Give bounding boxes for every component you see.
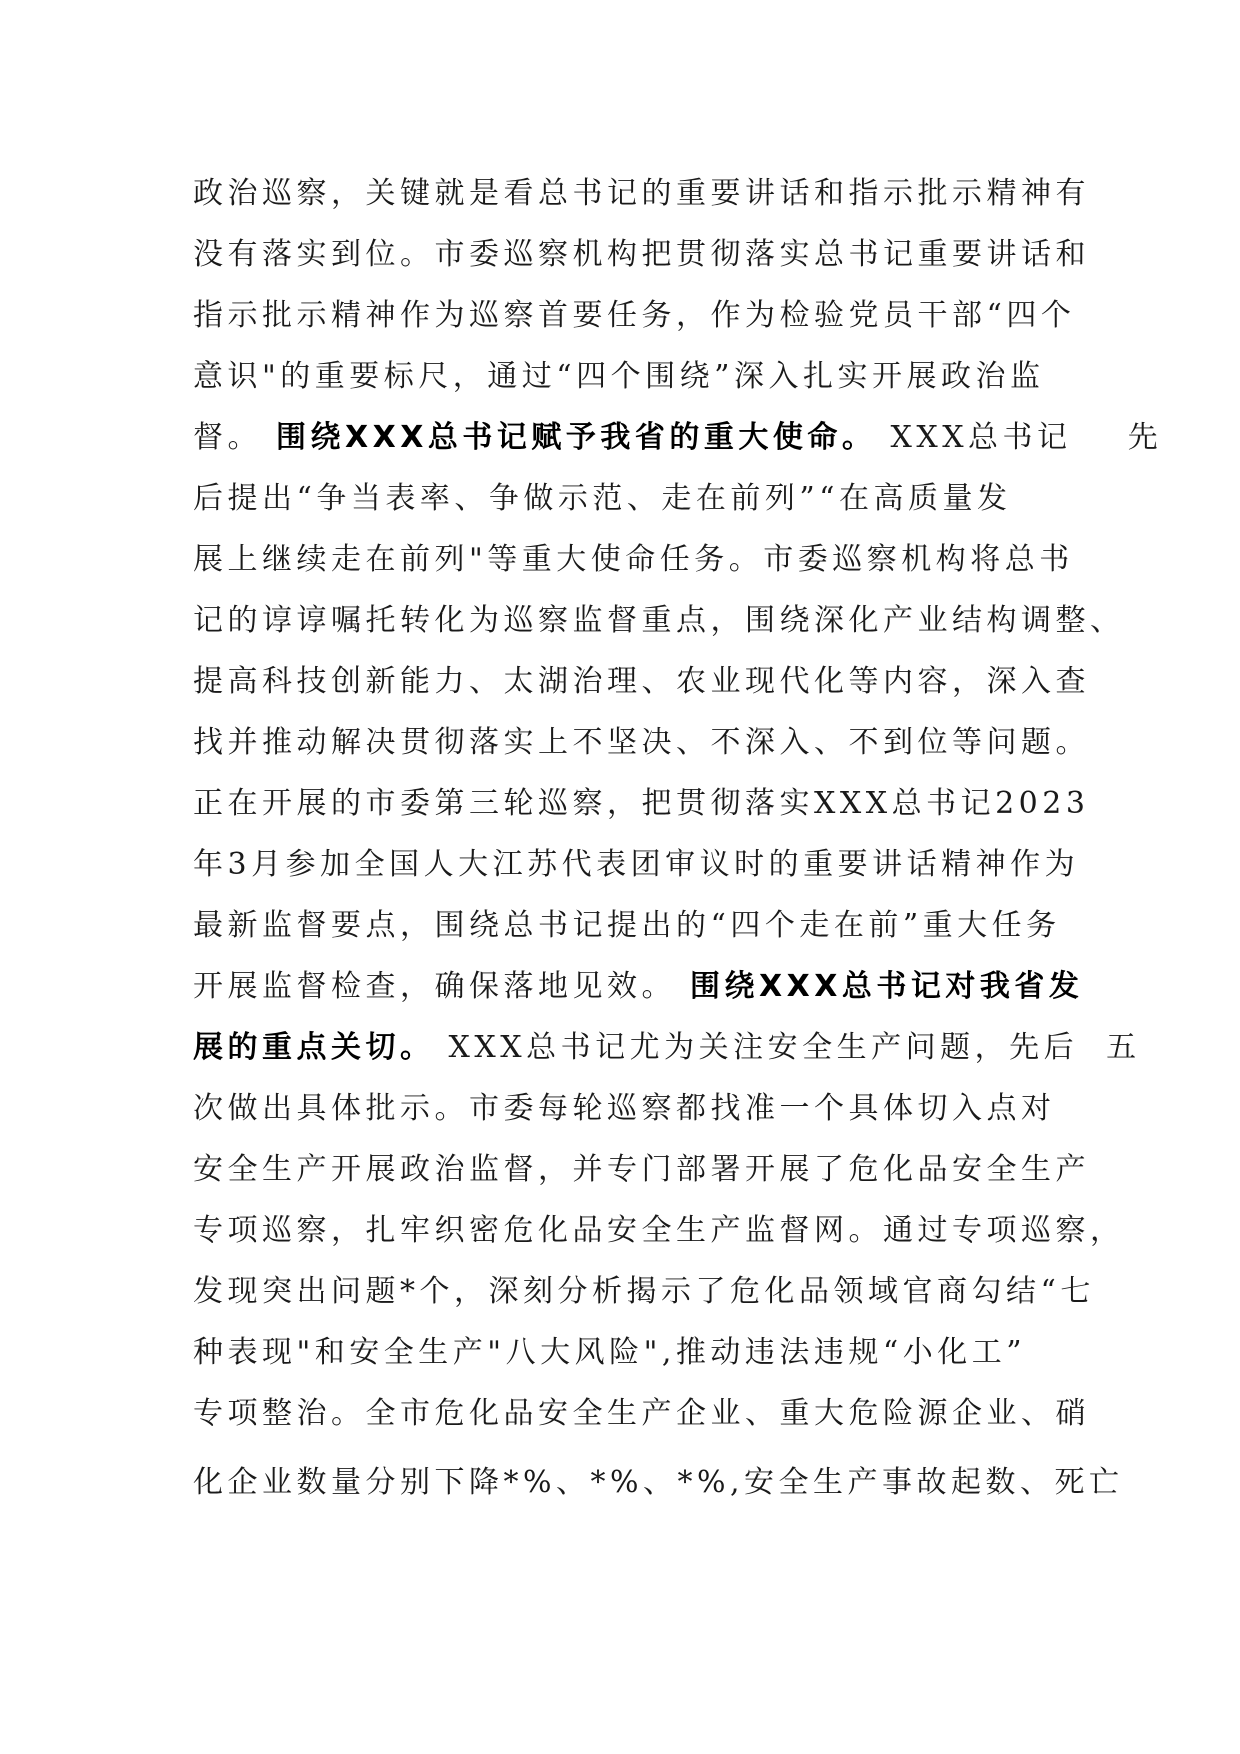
body-text-segment: 最新监督要点，围绕总书记提出的“四个走在前”重大任务: [193, 908, 1061, 943]
body-text-segment: 记的谆谆嘱托转化为巡察监督重点，围绕深化产业结构调整、: [193, 603, 1125, 638]
paragraph-line: [193, 1078, 1093, 1139]
paragraph-line: [193, 224, 1093, 285]
body-text-segment: 正在开展的市委第三轮巡察，把贯彻落实XXX总书记2023: [193, 786, 1090, 821]
paragraph-line: [193, 1322, 1093, 1383]
bold-heading-text: 展的重点关切。: [193, 1030, 435, 1065]
paragraph-line: [193, 285, 1093, 346]
paragraph-line: [193, 529, 1093, 590]
body-text-segment: 种表现"和安全生产"八大风险",推动违法违规“小化工”: [193, 1335, 1027, 1370]
body-text: [193, 163, 1163, 1513]
body-text-segment: 次做出具体批示。市委每轮巡察都找准一个具体切入点对: [193, 1091, 1056, 1126]
paragraph-line: [193, 468, 1093, 529]
paragraph-line: [193, 651, 1093, 712]
paragraph-line: [193, 712, 1093, 773]
paragraph-line: [193, 346, 1093, 407]
body-text-segment: 找并推动解决贯彻落实上不坚决、不深入、不到位等问题。: [193, 725, 1090, 760]
body-text-segment: 后提出“争当表率、争做示范、走在前列”“在高质量发: [193, 481, 1012, 516]
body-text-segment: 政治巡察，关键就是看总书记的重要讲话和指示批示精神有: [193, 176, 1090, 211]
body-text-segment: 化企业数量分别下降*%、*%、*%,安全生产事故起数、死亡: [193, 1465, 1124, 1500]
body-text-segment: 指示批示精神作为巡察首要任务，作为检验党员干部“四个: [193, 298, 1076, 333]
body-text-segment: 督。: [193, 420, 277, 455]
body-text-segment: 发现突出问题*个，深刻分析揭示了危化品领域官商勾结“七: [193, 1274, 1095, 1309]
body-text-segment: 专项整治。全市危化品安全生产企业、重大危险源企业、硝: [193, 1396, 1090, 1431]
body-text-segment: 开展监督检查，确保落地见效。: [193, 969, 691, 1004]
body-text-segment: 安全生产开展政治监督，并专门部署开展了危化品安全生产: [193, 1152, 1090, 1187]
paragraph-line: [193, 1200, 1125, 1261]
bold-heading-text: 围绕XXX总书记对我省发: [690, 969, 1084, 1004]
paragraph-line: [193, 590, 1125, 651]
body-text-segment: 年3月参加全国人大江苏代表团审议时的重要讲话精神作为: [193, 847, 1080, 882]
body-text-segment: 专项巡察，扎牢织密危化品安全生产监督网。通过专项巡察，: [193, 1213, 1125, 1248]
body-text-segment: 展上继续走在前列"等重大使命任务。市委巡察机构将总书: [193, 542, 1074, 577]
paragraph-line: [193, 407, 1163, 468]
paragraph-line: [193, 1383, 1093, 1444]
paragraph-line: [193, 895, 1093, 956]
paragraph-line: [193, 1261, 1093, 1322]
body-text-segment: XXX总书记尤为关注安全生产问题，先后 五: [434, 1030, 1141, 1065]
body-text-segment: 意识"的重要标尺，通过“四个围绕”深入扎实开展政治监: [193, 359, 1045, 394]
paragraph-line: [193, 1139, 1093, 1200]
body-text-segment: XXX总书记 先: [876, 420, 1163, 455]
bold-heading-text: 围绕XXX总书记赋予我省的重大使命。: [276, 420, 877, 455]
paragraph-line: [193, 956, 1093, 1017]
paragraph-line: [193, 834, 1093, 895]
body-text-segment: 提高科技创新能力、太湖治理、农业现代化等内容，深入查: [193, 664, 1090, 699]
paragraph-line: [193, 1017, 1141, 1078]
paragraph-line: [193, 773, 1093, 834]
paragraph-line: [193, 163, 1093, 224]
body-text-segment: 没有落实到位。市委巡察机构把贯彻落实总书记重要讲话和: [193, 237, 1090, 272]
paragraph-line: [193, 1452, 1124, 1513]
